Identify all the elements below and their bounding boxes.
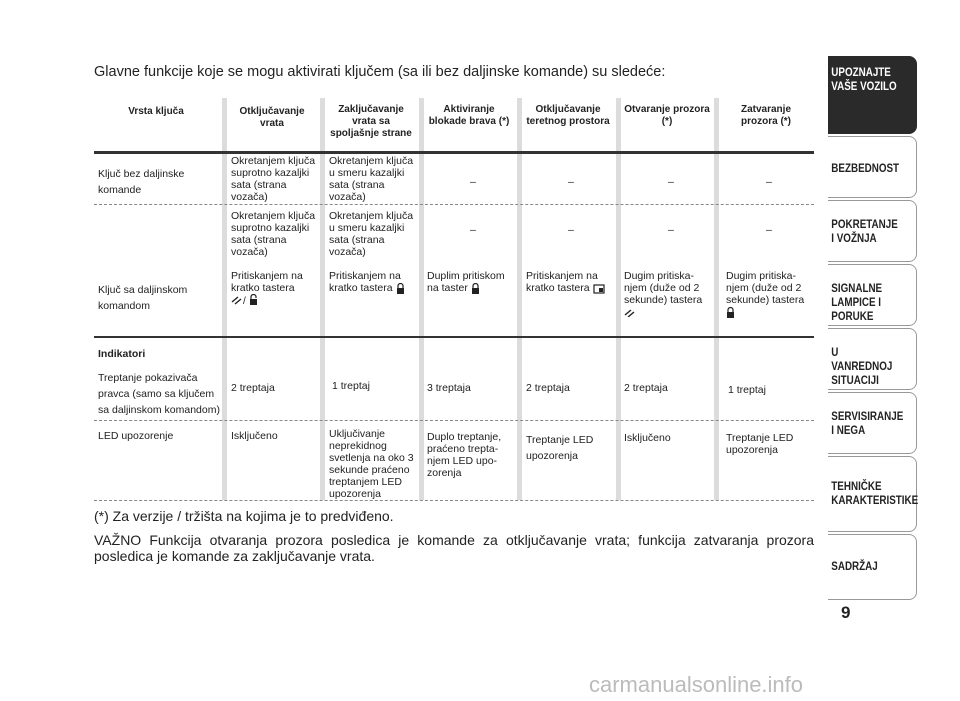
- cell: 2 treptaja: [526, 382, 570, 394]
- cell-text: Pritiskanjem na kratko tastera: [231, 270, 303, 294]
- cell: 2 treptaja: [231, 382, 275, 394]
- row-label-led: LED upozorenje: [98, 430, 174, 442]
- cell: 1 treptaj: [728, 384, 766, 396]
- cell: –: [568, 224, 574, 236]
- header-window-close: Zatvaranje prozora (*): [740, 104, 792, 127]
- cell: 2 treptaja: [624, 382, 668, 394]
- cell: [526, 270, 614, 294]
- footnote: (*) Za verzije / tržišta na kojima je to predviđeno.: [94, 508, 394, 524]
- column-separator: [419, 98, 424, 500]
- cell: [427, 270, 515, 294]
- tab-vanredna-situacija[interactable]: U VANREDNOJ SITUACIJI: [828, 328, 917, 390]
- header-door-unlock: Otključavanje vrata: [239, 106, 305, 129]
- lock-icon: [471, 283, 480, 294]
- cell: Isključeno: [624, 432, 671, 444]
- header-deadlock: Aktiviranje blokade brava (*): [428, 104, 510, 127]
- cell: [231, 270, 319, 306]
- lock-icon: [396, 283, 405, 294]
- cell: Okretanjem ključa suprotno kazaljki sata (strana vozača): [231, 210, 316, 258]
- tab-pokretanje[interactable]: POKRETANJE I VOŽNJA: [828, 200, 917, 262]
- cell: –: [470, 224, 476, 236]
- cell: –: [568, 176, 574, 188]
- header-window-open: Otvaranje prozora (*): [624, 104, 710, 127]
- key-remote-icon: [624, 307, 636, 317]
- important-note: VAŽNO Funkcija otvaranja prozora posledica je komande za otključavanje vrata; funkcija zatvaranja prozora posledica je komande za zaključavanje vrata.: [94, 532, 814, 564]
- row-label-turn-signal: Treptanje pokazivača pravca (samo sa ključem sa daljinskom komandom): [98, 372, 220, 416]
- header-key-type: Vrsta ključa: [128, 106, 184, 117]
- cell: Okretanjem ključa u smeru kazaljki sata (strana vozača): [329, 210, 414, 258]
- tab-upoznajte[interactable]: UPOZNAJTE VAŠE VOZILO: [828, 56, 917, 134]
- column-separator: [714, 98, 719, 500]
- indicator-rule: [94, 336, 814, 338]
- cell: Okretanjem ključa suprotno kazaljki sata (strana vozača): [231, 155, 316, 203]
- cell-text: Dugim pritiska-njem (duže od 2 sekunde) tastera: [624, 270, 703, 306]
- column-separator: [616, 98, 621, 500]
- header-rule: [94, 151, 814, 154]
- cell: 3 treptaja: [427, 382, 471, 394]
- key-functions-table: [94, 98, 814, 504]
- cell: Isključeno: [231, 430, 278, 442]
- tab-sadrzaj[interactable]: SADRŽAJ: [828, 534, 917, 600]
- tab-signalne-lampice[interactable]: SIGNALNE LAMPICE I PORUKE: [828, 264, 917, 326]
- cell-text: Pritiskanjem na kratko tastera: [526, 270, 598, 294]
- cell-text: Pritiskanjem na kratko tastera: [329, 270, 401, 294]
- key-remote-icon: [231, 294, 261, 306]
- cell: [726, 270, 810, 318]
- watermark: carmanualsonline.info: [589, 672, 804, 697]
- cell: [329, 270, 417, 294]
- intro-text: Glavne funkcije koje se mogu aktivirati ključem (sa ili bez daljinske komande) su sledeće:: [94, 64, 666, 80]
- row-divider: [94, 204, 814, 205]
- svg-text:/: /: [243, 296, 246, 307]
- cell: Uključivanje neprekidnog svetlenja na oko 3 sekunde praćeno treptanjem LED upozorenja: [329, 428, 414, 500]
- lock-icon: [726, 307, 735, 318]
- cell: –: [668, 224, 674, 236]
- column-separator: [320, 98, 325, 500]
- cell: 1 treptaj: [332, 380, 370, 392]
- cell: Treptanje LED upozorenja: [726, 432, 794, 456]
- row-label-indicators: Indikatori: [98, 348, 146, 360]
- cell: –: [766, 224, 772, 236]
- table-bottom-rule: [94, 500, 814, 501]
- cell-text: Dugim pritiska-njem (duže od 2 sekunde) tastera: [726, 270, 805, 306]
- column-separator: [222, 98, 227, 500]
- row-divider: [94, 420, 814, 421]
- cell-text: Duplim pritiskom na taster: [427, 270, 505, 294]
- tab-tehnicke-karakteristike[interactable]: TEHNIČKE KARAKTERISTIKE: [828, 456, 917, 532]
- cell: –: [766, 176, 772, 188]
- row-label-key-remote: Ključ sa daljinskom komandom: [98, 284, 188, 312]
- column-separator: [517, 98, 522, 500]
- cell: Duplo treptanje, praćeno trepta-njem LED upo-zorenja: [427, 431, 502, 479]
- page-number: 9: [841, 603, 851, 622]
- tab-bezbednost[interactable]: BEZBEDNOST: [828, 136, 917, 198]
- trunk-icon: [593, 283, 605, 294]
- cell: Treptanje LED upozorenja: [526, 434, 594, 462]
- tab-servisiranje[interactable]: SERVISIRANJE I NEGA: [828, 392, 917, 454]
- header-door-lock: Zaključavanje vrata sa spoljašnje strane: [330, 104, 412, 139]
- row-label-key-no-remote: Ključ bez daljinske komande: [98, 168, 185, 196]
- cell: Okretanjem ključa u smeru kazaljki sata (strana vozača): [329, 155, 414, 203]
- header-cargo-unlock: Otključavanje teretnog prostora: [526, 104, 610, 127]
- cell: [624, 270, 712, 318]
- cell: –: [470, 176, 476, 188]
- cell: –: [668, 176, 674, 188]
